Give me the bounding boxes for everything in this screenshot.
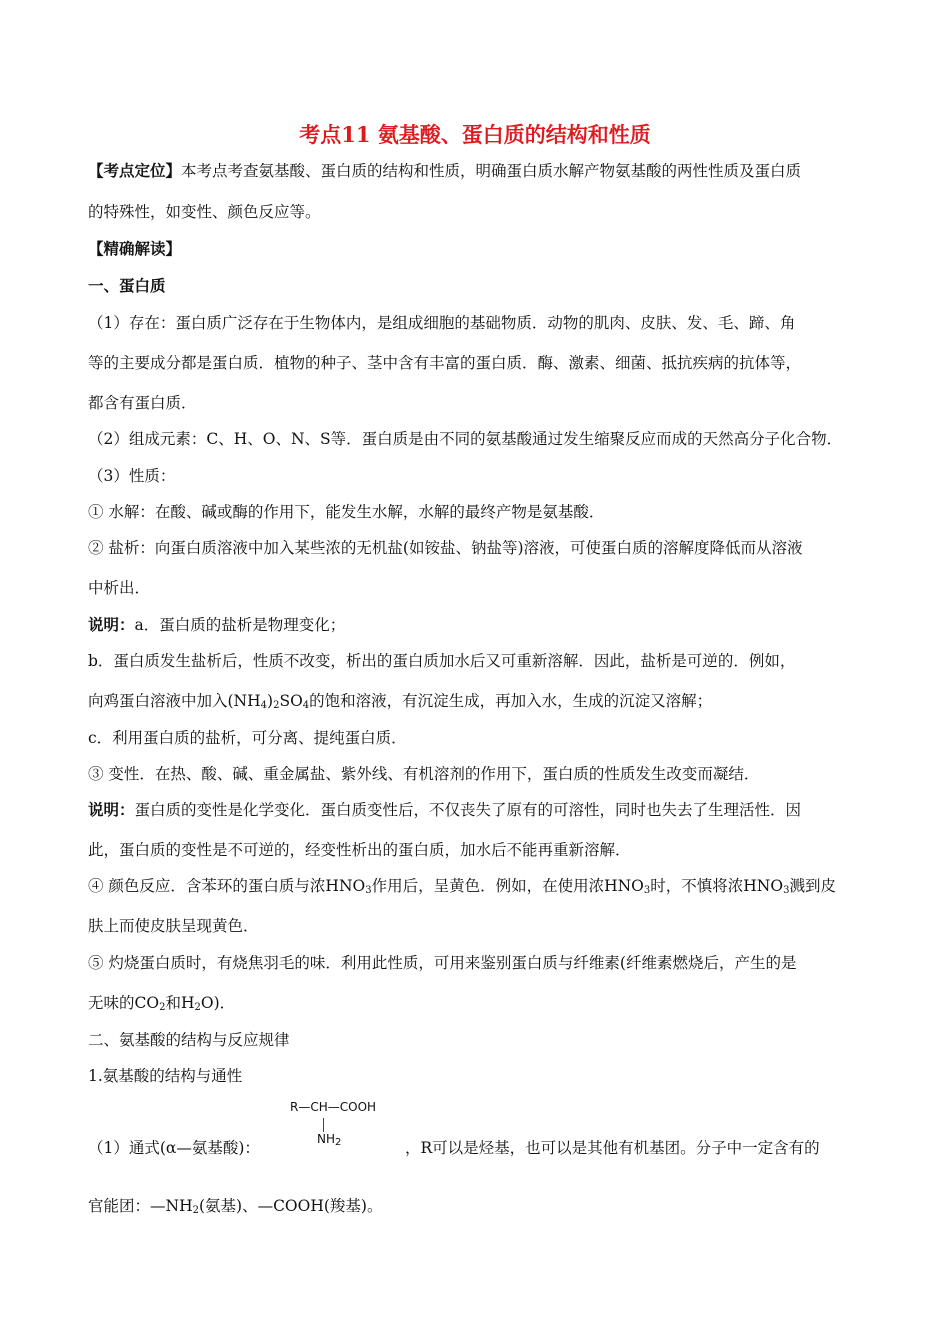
note2-label: 说明： (88, 800, 135, 819)
paragraph-salting-1: ② 盐析：向蛋白质溶液中加入某些浓的无机盐(如铵盐、钠盐等)溶液，可使蛋白质的溶解度降低而从溶液 (88, 539, 803, 557)
paragraph-salting-2: 中析出． (88, 579, 151, 597)
heading-amino-structure: 1.氨基酸的结构与通性 (88, 1067, 243, 1085)
note-b-1: b．蛋白质发生盐析后，性质不改变，析出的蛋白质加水后又可重新溶解．因此，盐析是可逆的．例如， (88, 652, 796, 670)
paragraph-existence-1: （1）存在：蛋白质广泛存在于生物体内，是组成细胞的基础物质．动物的肌肉、皮肤、发、毛、蹄、角 (88, 314, 796, 332)
paragraph-burn-1: ⑤ 灼烧蛋白质时，有烧焦羽毛的味．利用此性质，可用来鉴别蛋白质与纤维素(纤维素燃烧后，产生的是 (88, 954, 797, 972)
note-a: a．蛋白质的盐析是物理变化； (134, 616, 346, 634)
formula-main-chain: R—CH—COOH (290, 1100, 377, 1114)
paragraph-elements: （2）组成元素：C、H、O、N、S等．蛋白质是由不同的氨基酸通过发生缩聚反应而成的天然高分子化合物． (88, 430, 843, 448)
paragraph-properties: （3）性质： (88, 467, 176, 485)
paragraph-hydrolysis: ① 水解：在酸、碱或酶的作用下，能发生水解，水解的最终产物是氨基酸． (88, 503, 605, 521)
paragraph-denaturation: ③ 变性．在热、酸、碱、重金属盐、紫外线、有机溶剂的作用下，蛋白质的性质发生改变而凝结． (88, 765, 760, 783)
heading-amino-acid: 二、氨基酸的结构与反应规律 (88, 1031, 290, 1049)
paragraph-color-2: 肤上而使皮肤呈现黄色． (88, 917, 259, 935)
note-a-line (88, 614, 878, 636)
paragraph-existence-3: 都含有蛋白质． (88, 394, 197, 412)
paragraph-functional-groups: 官能团：$—NH_2$(氨基)、—COOH(羧基)。 (88, 1197, 383, 1216)
note-label: 说明： (88, 615, 135, 634)
section-label: 【精确解读】 (88, 239, 182, 258)
paragraph-burn-2: 无味的$CO_2$和$H_2O$)． (88, 994, 236, 1013)
note-b-2: 向鸡蛋白溶液中加入$(NH_4)_2SO_4$的饱和溶液，有沉淀生成，再加入水，生成的沉淀又溶解； (88, 692, 713, 711)
intro-line-1 (88, 160, 878, 182)
intro-label: 【考点定位】 (88, 161, 182, 180)
page-title: 考点11 氨基酸、蛋白质的结构和性质 (299, 122, 651, 147)
intro-text-1: 本考点考查氨基酸、蛋白质的结构和性质，明确蛋白质水解产物氨基酸的两性性质及蛋白质 (181, 162, 802, 180)
note-denature-2: 此，蛋白质的变性是不可逆的，经变性析出的蛋白质，加水后不能再重新溶解． (88, 841, 631, 859)
paragraph-color-1: ④ 颜色反应．含苯环的蛋白质与浓$HNO_3$作用后，呈黄色．例如，在使用浓$HNO_3$时，不慎将浓$HNO_3$溅到皮 (88, 877, 836, 896)
formula-amino-group: $NH_2$ (317, 1132, 342, 1148)
heading-protein: 一、蛋白质 (88, 276, 166, 295)
note-denature-1: 说明：蛋白质的变性是化学变化．蛋白质变性后，不仅丧失了原有的可溶性，同时也失去了生理活性．因 (88, 800, 802, 819)
paragraph-existence-2: 等的主要成分都是蛋白质．植物的种子、茎中含有丰富的蛋白质．酶、激素、细菌、抵抗疾病的抗体等， (88, 354, 802, 372)
paragraph-general-formula: （1）通式(α—氨基酸)： ，R可以是烃基，也可以是其他有机基团。分子中一定含有的 (88, 1139, 820, 1157)
formula-bond (323, 1118, 324, 1132)
intro-line-2: 的特殊性，如变性、颜色反应等。 (88, 203, 321, 221)
note-c: c．利用蛋白质的盐析，可分离、提纯蛋白质． (88, 729, 407, 747)
